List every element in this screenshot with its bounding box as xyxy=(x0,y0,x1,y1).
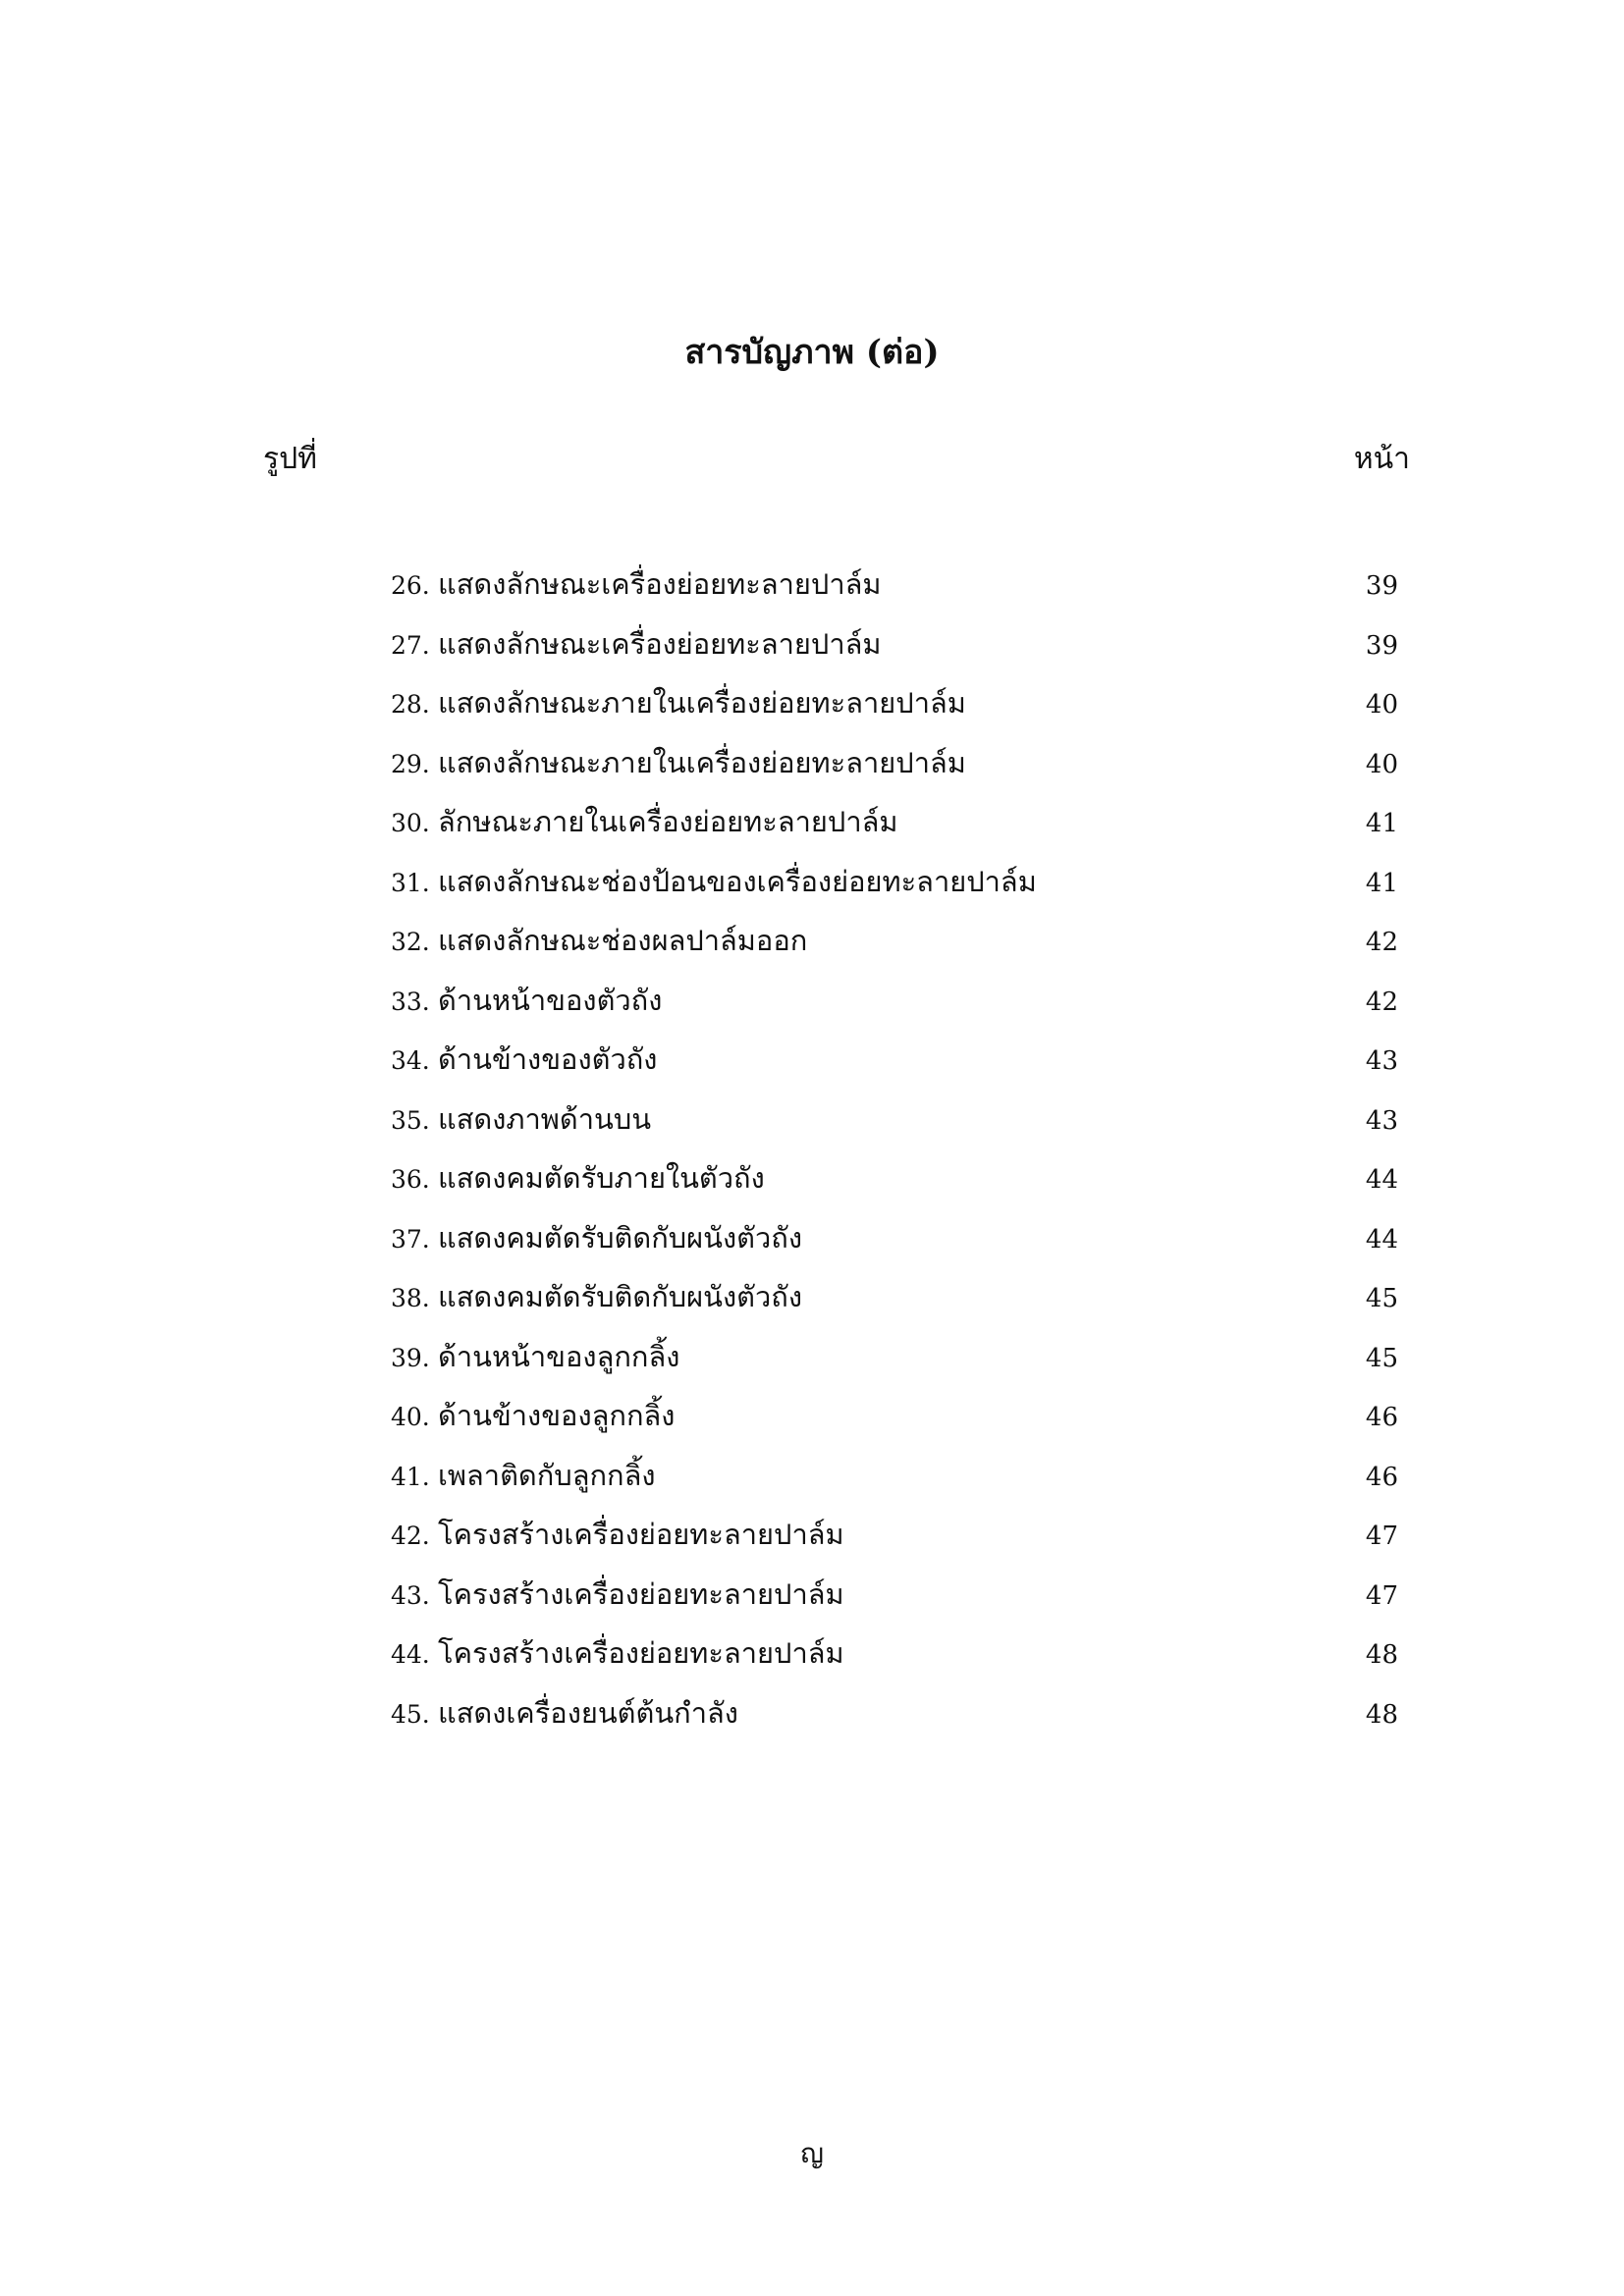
list-item xyxy=(391,1624,1398,1683)
list-item xyxy=(391,555,1398,614)
page-number: 39 xyxy=(1365,571,1398,601)
figure-caption: แสดงลักษณะช่องป้อนของเครื่องย่อยทะลายปาล์ม xyxy=(438,864,1037,898)
list-item xyxy=(391,1683,1398,1743)
figure-caption: แสดงเครื่องยนต์ต้นกำลัง xyxy=(438,1695,738,1730)
figure-caption: ด้านหน้าของลูกกลิ้ง xyxy=(438,1339,680,1373)
figure-number: 36. xyxy=(391,1165,430,1194)
page-number: 41 xyxy=(1365,868,1398,898)
figure-caption: แสดงคมตัดรับติดกับผนังตัวถัง xyxy=(438,1220,802,1255)
figure-number: 42. xyxy=(391,1522,430,1550)
list-item xyxy=(391,673,1398,733)
list-item xyxy=(391,1505,1398,1565)
list-item xyxy=(391,1148,1398,1208)
figure-number: 44. xyxy=(391,1640,430,1669)
page-number: 40 xyxy=(1365,690,1398,720)
figure-caption: ด้านหน้าของตัวถัง xyxy=(438,983,663,1017)
list-item xyxy=(391,1208,1398,1268)
list-item xyxy=(391,1267,1398,1327)
page-number: 45 xyxy=(1365,1343,1398,1373)
list-item xyxy=(391,911,1398,971)
page-number: 40 xyxy=(1365,749,1398,779)
list-item xyxy=(391,971,1398,1031)
figure-number: 40. xyxy=(391,1403,430,1431)
page-number: 42 xyxy=(1365,928,1398,957)
page-number: 48 xyxy=(1365,1699,1398,1730)
page-number: 48 xyxy=(1365,1640,1398,1670)
list-item xyxy=(391,1386,1398,1446)
figure-number: 27. xyxy=(391,630,430,660)
figure-caption: ด้านข้างของตัวถัง xyxy=(438,1042,658,1076)
page-number: 42 xyxy=(1365,987,1398,1017)
list-item xyxy=(391,852,1398,912)
figure-number: 41. xyxy=(391,1462,430,1491)
page-number: 47 xyxy=(1365,1580,1398,1611)
list-item xyxy=(391,1565,1398,1625)
page-number: 46 xyxy=(1365,1403,1398,1432)
figure-number: 39. xyxy=(391,1343,430,1372)
figure-number: 28. xyxy=(391,690,430,719)
page-number: 45 xyxy=(1365,1284,1398,1313)
figure-caption: แสดงลักษณะเครื่องย่อยทะลายปาล์ม xyxy=(438,567,882,601)
figure-caption: แสดงคมตัดรับภายในตัวถัง xyxy=(438,1161,765,1195)
list-item xyxy=(391,1446,1398,1506)
page-number: 39 xyxy=(1365,630,1398,661)
figure-caption: แสดงลักษณะภายในเครื่องย่อยทะลายปาล์ม xyxy=(438,686,966,720)
page-title: สารบัญภาพ (ต่อ) xyxy=(684,332,940,372)
page-number: 44 xyxy=(1365,1165,1398,1195)
figure-caption: โครงสร้างเครื่องย่อยทะลายปาล์ม xyxy=(438,1518,844,1551)
page-number: 47 xyxy=(1365,1522,1398,1551)
figure-number: 34. xyxy=(391,1046,430,1075)
figure-number: 37. xyxy=(391,1224,430,1254)
column-header-page: หน้า xyxy=(1353,442,1410,476)
figure-caption: แสดงคมตัดรับติดกับผนังตัวถัง xyxy=(438,1280,802,1313)
figure-caption: เพลาติดกับลูกกลิ้ง xyxy=(438,1458,656,1492)
figure-caption: ลักษณะภายในเครื่องย่อยทะลายปาล์ม xyxy=(438,805,898,838)
page-number: 44 xyxy=(1365,1224,1398,1255)
list-item xyxy=(391,1090,1398,1149)
list-item xyxy=(391,1327,1398,1387)
figure-caption: แสดงลักษณะเครื่องย่อยทะลายปาล์ม xyxy=(438,626,882,661)
figure-list xyxy=(391,555,1398,1742)
figure-number: 38. xyxy=(391,1284,430,1312)
figure-caption: แสดงลักษณะภายในเครื่องย่อยทะลายปาล์ม xyxy=(438,745,966,779)
figure-number: 32. xyxy=(391,928,430,956)
figure-number: 30. xyxy=(391,809,430,837)
page-number: 43 xyxy=(1365,1105,1398,1136)
figure-caption: แสดงภาพด้านบน xyxy=(438,1101,652,1136)
figure-number: 31. xyxy=(391,868,430,897)
figure-number: 45. xyxy=(391,1699,430,1729)
list-item xyxy=(391,792,1398,852)
figure-number: 43. xyxy=(391,1580,430,1610)
list-item xyxy=(391,614,1398,674)
column-header-figure: รูปที่ xyxy=(263,442,317,476)
page-number: 43 xyxy=(1365,1046,1398,1076)
figure-number: 35. xyxy=(391,1105,430,1135)
figure-caption: แสดงลักษณะช่องผลปาล์มออก xyxy=(438,924,808,957)
figure-caption: โครงสร้างเครื่องย่อยทะลายปาล์ม xyxy=(438,1576,844,1611)
list-item xyxy=(391,733,1398,793)
page-number: 41 xyxy=(1365,809,1398,838)
page-footer-number: ญ xyxy=(800,2137,824,2169)
figure-caption: ด้านข้างของลูกกลิ้ง xyxy=(438,1399,676,1432)
list-item xyxy=(391,1030,1398,1090)
figure-caption: โครงสร้างเครื่องย่อยทะลายปาล์ม xyxy=(438,1636,844,1670)
figure-number: 33. xyxy=(391,987,430,1016)
figure-number: 29. xyxy=(391,749,430,778)
page-number: 46 xyxy=(1365,1462,1398,1492)
figure-number: 26. xyxy=(391,571,430,600)
